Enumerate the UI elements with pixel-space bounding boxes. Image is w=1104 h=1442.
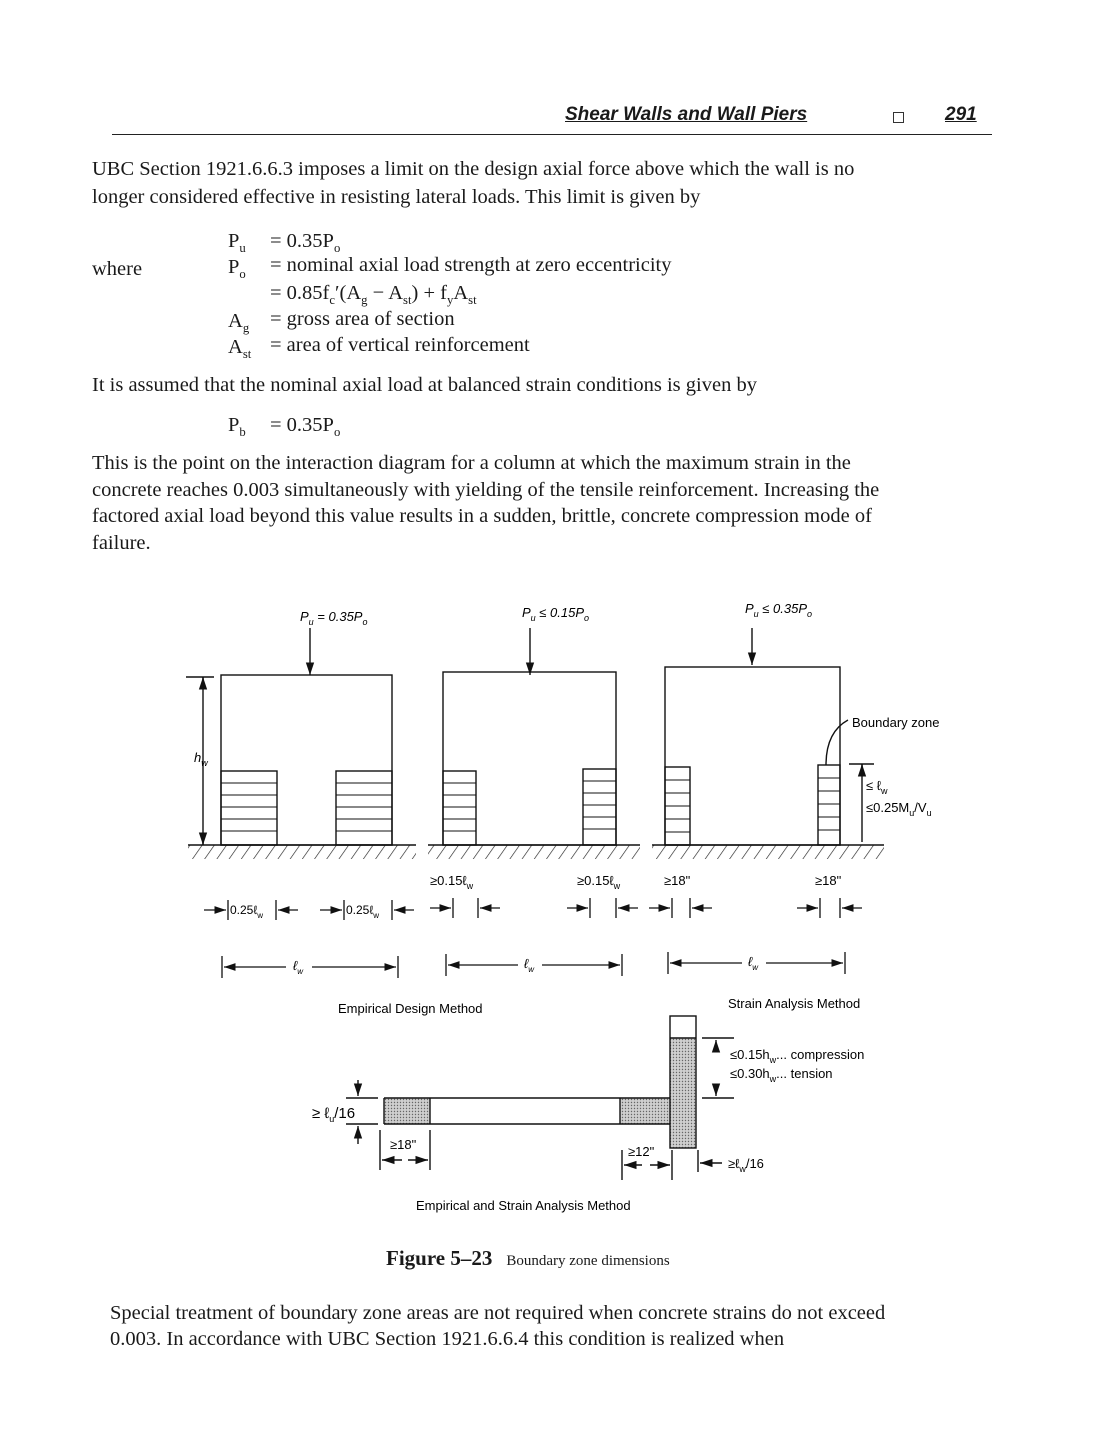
paragraph-3-line-1: This is the point on the interaction diagram for a column at which the maximum strain in the — [92, 452, 851, 474]
equation-po-rhs: = nominal axial load strength at zero eccentricity — [270, 254, 672, 276]
ge18-label-a: ≥18" — [664, 873, 691, 888]
ge-lu16-label: ≥ ℓ$_u$/16 — [312, 1105, 356, 1124]
equation-ast: $A_{st}$ — [228, 336, 252, 362]
equation-po-formula: = $0.85f_c'(A_g - A_{st}) + f_yA_{st}$ — [270, 282, 477, 308]
empirical-design-label: Empirical Design Method — [338, 1001, 483, 1016]
load-label-1: $P_u = 0.35P_o$ — [300, 609, 368, 627]
paragraph-3-line-4: failure. — [92, 532, 151, 554]
equation-ag: $A_g$ — [228, 310, 250, 336]
header-box-icon — [893, 112, 904, 123]
hw-label: $h_w$ — [194, 750, 208, 768]
ge12-label: ≥12" — [628, 1144, 655, 1159]
paragraph-3-line-3: factored axial load beyond this value results in a sudden, brittle, concrete compression mode of — [92, 505, 872, 527]
dim-025-label-b: 0.25ℓ$_w$ — [346, 903, 380, 920]
figure-caption-text: Boundary zone dimensions — [506, 1253, 670, 1269]
figure-caption — [386, 1246, 670, 1271]
strain-analysis-label: Strain Analysis Method — [728, 996, 861, 1011]
paragraph-2: It is assumed that the nominal axial load at balanced strain conditions is given by — [92, 374, 757, 396]
equation-pb-rhs: = $0.35P_o$ — [270, 414, 341, 440]
dim-025-label-a: 0.25ℓ$_w$ — [230, 903, 264, 920]
ge015-label-a: ≥0.15ℓ$_w$ — [430, 873, 474, 891]
equation-po: $P_o$ — [228, 256, 246, 282]
le015hw-label: $\le 0.15h_w$... compression — [730, 1047, 865, 1065]
le-025-label: $\le 0.25M_u/V_u$ — [866, 800, 932, 818]
where-label: where — [92, 258, 143, 280]
page-number: 291 — [945, 104, 977, 125]
ge015-label-b: ≥0.15ℓ$_w$ — [577, 873, 621, 891]
empirical-strain-label: Empirical and Strain Analysis Method — [416, 1198, 631, 1213]
ge18-label-c: ≥18" — [390, 1137, 417, 1152]
lw-label-2: ℓ$_w$ — [524, 956, 534, 974]
le-lw-label: ≤ ℓ$_w$ — [866, 778, 888, 796]
le030hw-label: $\le 0.30h_w$... tension — [730, 1066, 833, 1084]
ge-lw16-label: ≥ℓ$_w$/16 — [728, 1156, 764, 1174]
paragraph-4-line-1: Special treatment of boundary zone areas are not required when concrete strains do not exceed — [110, 1302, 886, 1324]
header-rule — [112, 134, 992, 135]
load-label-2: $P_u \le 0.15P_o$ — [522, 605, 590, 623]
paragraph-1-line-2: longer considered effective in resisting lateral loads. This limit is given by — [92, 186, 701, 208]
paragraph-3-line-2: concrete reaches 0.003 simultaneously with yielding of the tensile reinforcement. Increasing the — [92, 479, 880, 501]
paragraph-1-line-1: UBC Section 1921.6.6.3 imposes a limit on the design axial force above which the wall is no — [92, 158, 855, 180]
equation-pu: $P_u$ — [228, 230, 246, 256]
paragraph-4-line-2: 0.003. In accordance with UBC Section 1921.6.6.4 this condition is realized when — [110, 1328, 785, 1350]
equation-ast-rhs: = area of vertical reinforcement — [270, 334, 530, 356]
equation-pu-rhs: = $0.35P_o$ — [270, 230, 341, 256]
equation-ag-rhs: = gross area of section — [270, 308, 455, 330]
load-label-3: $P_u \le 0.35P_o$ — [745, 601, 813, 619]
boundary-zone-label: Boundary zone — [852, 715, 940, 730]
lw-label-3: ℓ$_w$ — [748, 954, 758, 972]
ge18-label-b: ≥18" — [815, 873, 842, 888]
figure-caption-label: Figure 5–23 — [386, 1246, 493, 1270]
boundary-zone-figure — [0, 590, 1104, 1280]
lw-label-1: ℓ$_w$ — [293, 958, 303, 976]
running-header-title: Shear Walls and Wall Piers — [565, 104, 808, 125]
equation-pb: $P_b$ — [228, 414, 246, 440]
